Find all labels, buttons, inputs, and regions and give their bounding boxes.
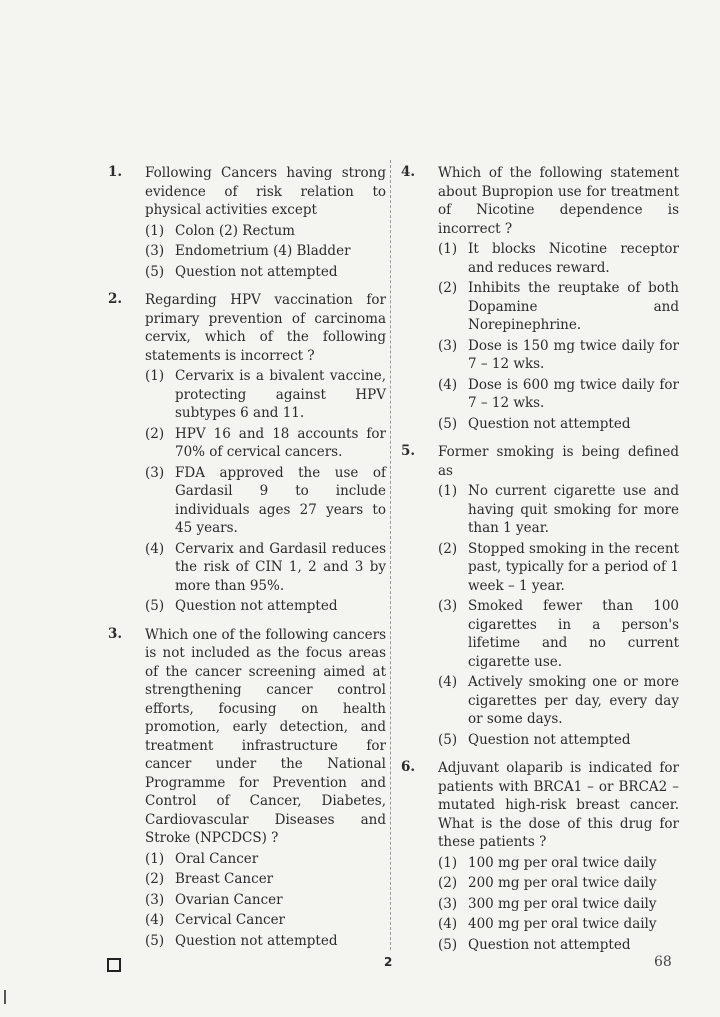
option-text: No current cigarette use and having quit smoking for more than 1 year. [468, 483, 679, 536]
answer-option [145, 425, 386, 462]
option-number: (4) [145, 540, 165, 557]
option-text: Dose is 600 mg twice daily for 7 – 12 wks. [468, 376, 679, 411]
footer-page-number: 2 [384, 955, 393, 969]
option-number: (2) [145, 871, 165, 887]
answer-option [145, 597, 386, 616]
option-number: (2) [438, 540, 458, 557]
answer-option [438, 337, 679, 374]
option-text: Breast Cancer [175, 871, 274, 887]
option-text: Question not attempted [468, 936, 631, 953]
answer-option [438, 673, 679, 729]
option-number: (3) [438, 337, 458, 354]
option-text: 300 mg per oral twice daily [468, 895, 657, 912]
answer-option [438, 915, 679, 934]
answer-option [438, 895, 679, 914]
option-number: (1) [145, 850, 165, 867]
option-number: (3) [438, 895, 458, 912]
answer-option [145, 932, 386, 951]
question-item [401, 759, 679, 954]
question-item [401, 164, 679, 433]
right-column [401, 164, 679, 964]
question-number: 1. [108, 164, 123, 180]
question-item [108, 626, 386, 951]
answer-option [438, 854, 679, 873]
option-text: Dose is 150 mg twice daily for 7 – 12 wks. [468, 337, 679, 372]
option-text: 400 mg per oral twice daily [468, 916, 657, 932]
option-number: (1) [438, 483, 458, 499]
option-number: (4) [438, 916, 458, 932]
question-stem: Former smoking is being defined as [438, 444, 679, 479]
answer-option [438, 597, 679, 671]
option-number: (1) [438, 854, 458, 871]
option-number: (4) [145, 912, 165, 928]
question-number: 5. [401, 443, 416, 459]
option-number: (5) [145, 263, 165, 280]
option-text: Question not attempted [468, 415, 631, 432]
option-number: (5) [438, 415, 458, 432]
question-item [108, 164, 386, 281]
option-text: Cervical Cancer [175, 912, 286, 928]
answer-option [438, 415, 679, 434]
option-text: Cervarix and Gardasil reduces the risk of CIN 1, 2 and 3 by more than 95%. [175, 540, 386, 594]
option-number: (1) [145, 368, 165, 384]
option-text: 100 mg per oral twice daily [468, 854, 657, 871]
answer-option [438, 279, 679, 335]
option-number: (5) [438, 936, 458, 953]
option-text: Question not attempted [175, 263, 338, 280]
answer-option [438, 482, 679, 538]
option-number: (3) [438, 598, 458, 614]
column-divider [390, 160, 391, 950]
footer-sheet-number: 68 [654, 954, 672, 970]
answer-option [145, 242, 386, 261]
option-text: Stopped smoking in the recent past, typically for a period of 1 week – 1 year. [468, 540, 679, 594]
answer-option [145, 911, 386, 930]
answer-option [438, 936, 679, 955]
option-number: (2) [145, 425, 165, 442]
option-number: (5) [438, 731, 458, 748]
option-text: Oral Cancer [175, 850, 259, 867]
option-text: HPV 16 and 18 accounts for 70% of cervical cancers. [175, 425, 386, 460]
question-number: 6. [401, 759, 416, 775]
answer-option [145, 222, 386, 241]
option-number: (2) [438, 875, 458, 891]
question-stem: Regarding HPV vaccination for primary prevention of carcinoma cervix, which of the following statements is incorrect ? [145, 292, 386, 364]
option-text: Actively smoking one or more cigarettes per day, every day or some days. [468, 674, 679, 727]
question-number: 4. [401, 164, 416, 180]
option-text: 200 mg per oral twice daily [468, 875, 657, 891]
option-text: Question not attempted [175, 598, 338, 614]
option-text: Question not attempted [468, 731, 631, 748]
option-number: (4) [438, 376, 458, 393]
question-item [108, 291, 386, 616]
option-text: Smoked fewer than 100 cigarettes in a person's lifetime and no current cigarette use. [468, 598, 679, 670]
option-text: Colon (2) Rectum [175, 222, 295, 239]
question-number: 2. [108, 291, 123, 307]
question-stem: Which one of the following cancers is not included as the focus areas of the cancer screening aimed at strengthening cancer control efforts, focusing on health promotion, early detection, and treatment infrastructure for cancer under the National Programme for Prevention and Control of Cancer, Diabetes, Cardiovascular Diseases and Stroke (NPCDCS) ? [145, 626, 386, 846]
answer-option [438, 240, 679, 277]
option-number: (4) [438, 674, 458, 690]
answer-option [145, 850, 386, 869]
option-number: (1) [438, 241, 458, 257]
option-number: (1) [145, 222, 165, 239]
option-number: (5) [145, 598, 165, 614]
question-stem: Adjuvant olaparib is indicated for patients with BRCA1 – or BRCA2 – mutated high-risk breast cancer. What is the dose of this drug for these patients ? [438, 760, 679, 850]
option-number: (5) [145, 932, 165, 949]
answer-option [145, 263, 386, 282]
answer-option [145, 367, 386, 423]
option-text: It blocks Nicotine receptor and reduces reward. [468, 241, 679, 276]
answer-option [438, 874, 679, 893]
answer-option [438, 731, 679, 750]
answer-option [438, 540, 679, 596]
answer-option [145, 891, 386, 910]
option-text: FDA approved the use of Gardasil 9 to include individuals ages 27 years to 45 years. [175, 464, 386, 536]
question-number: 3. [108, 625, 123, 642]
answer-option [145, 464, 386, 538]
question-stem: Which of the following statement about Bupropion use for treatment of Nicotine dependence is incorrect ? [438, 165, 679, 237]
option-text: Ovarian Cancer [175, 891, 283, 908]
answer-option [438, 376, 679, 413]
option-number: (3) [145, 464, 165, 481]
left-column [108, 164, 386, 960]
option-text: Inhibits the reuptake of both Dopamine and Norepinephrine. [468, 280, 679, 333]
option-text: Cervarix is a bivalent vaccine, protecting against HPV subtypes 6 and 11. [175, 368, 386, 421]
question-stem: Following Cancers having strong evidence of risk relation to physical activities except [145, 165, 386, 218]
option-number: (3) [145, 891, 165, 908]
option-text: Question not attempted [175, 932, 338, 949]
question-item [401, 443, 679, 749]
answer-option [145, 870, 386, 889]
answer-option [145, 540, 386, 596]
option-number: (2) [438, 280, 458, 296]
footer-square-marker [107, 958, 121, 972]
option-text: Endometrium (4) Bladder [175, 243, 351, 259]
edge-mark [4, 990, 6, 1004]
option-number: (3) [145, 243, 165, 259]
